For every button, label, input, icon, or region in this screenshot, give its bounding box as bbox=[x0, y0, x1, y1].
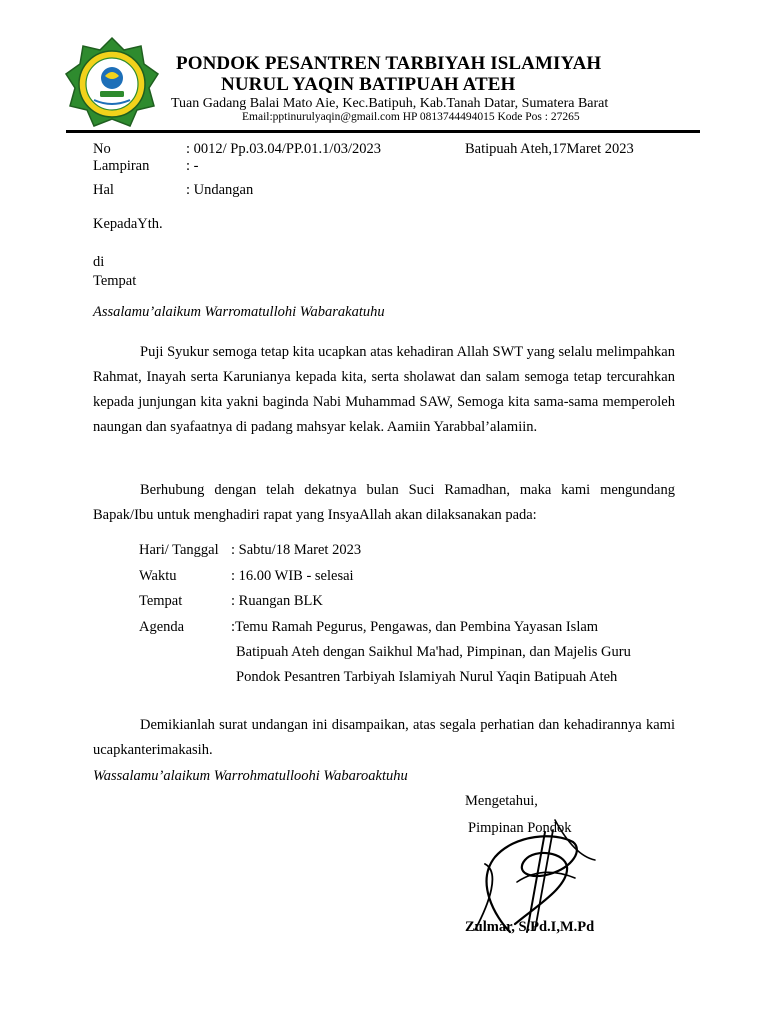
agenda-line-2: Batipuah Ateh dengan Saikhul Ma'had, Pimpinan, dan Majelis Guru bbox=[236, 644, 631, 660]
agenda-line-3: Pondok Pesantren Tarbiyah Islamiyah Nurul Yaqin Batipuah Ateh bbox=[236, 669, 618, 685]
paragraph-opening: Puji Syukur semoga tetap kita ucapkan atas kehadiran Allah SWT yang selalu melimpahkan Rahmat, Inayah serta Karunianya kepada kita, serta sholawat dan salam semoga tetap tercurahkan kepada junjungan kita yakni baginda Nabi Muhammad SAW, Semoga kita sama-sama memperoleh naungan dan syafaatnya di padang mahsyar kelak. Aamiin Yarabbal’alamiin. bbox=[93, 344, 675, 435]
place-date: Batipuah Ateh,17Maret 2023 bbox=[465, 141, 634, 157]
acknowledged-label: Mengetahui, bbox=[465, 793, 538, 809]
institution-name-line2: NURUL YAQIN BATIPUAH ATEH bbox=[221, 74, 516, 95]
paragraph-closing: Demikianlah surat undangan ini disampaikan, atas segala perhatian dan kehadirannya kami ucapkanterimakasih. bbox=[93, 717, 675, 758]
recipient-line-2: di bbox=[93, 254, 105, 270]
number-value: : 0012/ Pp.03.04/PP.01.1/03/2023 bbox=[186, 141, 381, 157]
recipient-line-3: Tempat bbox=[93, 273, 137, 289]
place-label: Tempat bbox=[139, 593, 183, 609]
day-value: : Sabtu/18 Maret 2023 bbox=[231, 542, 362, 558]
agenda-label: Agenda bbox=[139, 619, 185, 635]
attachment-label: Lampiran bbox=[93, 158, 150, 174]
institution-contact: Email:pptinurulyaqin@gmail.com HP 0813744494015 Kode Pos : 27265 bbox=[242, 111, 580, 123]
day-label: Hari/ Tanggal bbox=[139, 542, 219, 558]
place-value: : Ruangan BLK bbox=[231, 593, 323, 609]
signer-position: Pimpinan Pondok bbox=[468, 820, 572, 836]
agenda-line-1: :Temu Ramah Pegurus, Pengawas, dan Pembina Yayasan Islam bbox=[231, 619, 599, 635]
subject-label: Hal bbox=[93, 182, 114, 198]
opening-greeting: Assalamu’alaikum Warromatullohi Wabarakatuhu bbox=[93, 304, 385, 320]
recipient-line-1: KepadaYth. bbox=[93, 216, 163, 232]
time-label: Waktu bbox=[139, 568, 177, 584]
number-label: No bbox=[93, 141, 111, 157]
institution-name-line1: PONDOK PESANTREN TARBIYAH ISLAMIYAH bbox=[176, 53, 602, 74]
institution-address: Tuan Gadang Balai Mato Aie, Kec.Batipuh, Kab.Tanah Datar, Sumatera Barat bbox=[171, 96, 609, 111]
paragraph-invitation: Berhubung dengan telah dekatnya bulan Suci Ramadhan, maka kami mengundang Bapak/Ibu untuk menghadiri rapat yang InsyaAllah akan dilaksanakan pada: bbox=[93, 482, 675, 523]
time-value: : 16.00 WIB - selesai bbox=[231, 568, 354, 584]
subject-value: : Undangan bbox=[186, 182, 254, 198]
closing-salutation: Wassalamu’alaikum Warrohmatulloohi Wabaroaktuhu bbox=[93, 768, 408, 784]
letterhead-divider bbox=[66, 130, 700, 133]
school-crest-logo bbox=[64, 36, 160, 132]
attachment-value: : - bbox=[186, 158, 199, 174]
signer-name: Zulmar, S.Pd.I,M.Pd bbox=[465, 919, 595, 935]
